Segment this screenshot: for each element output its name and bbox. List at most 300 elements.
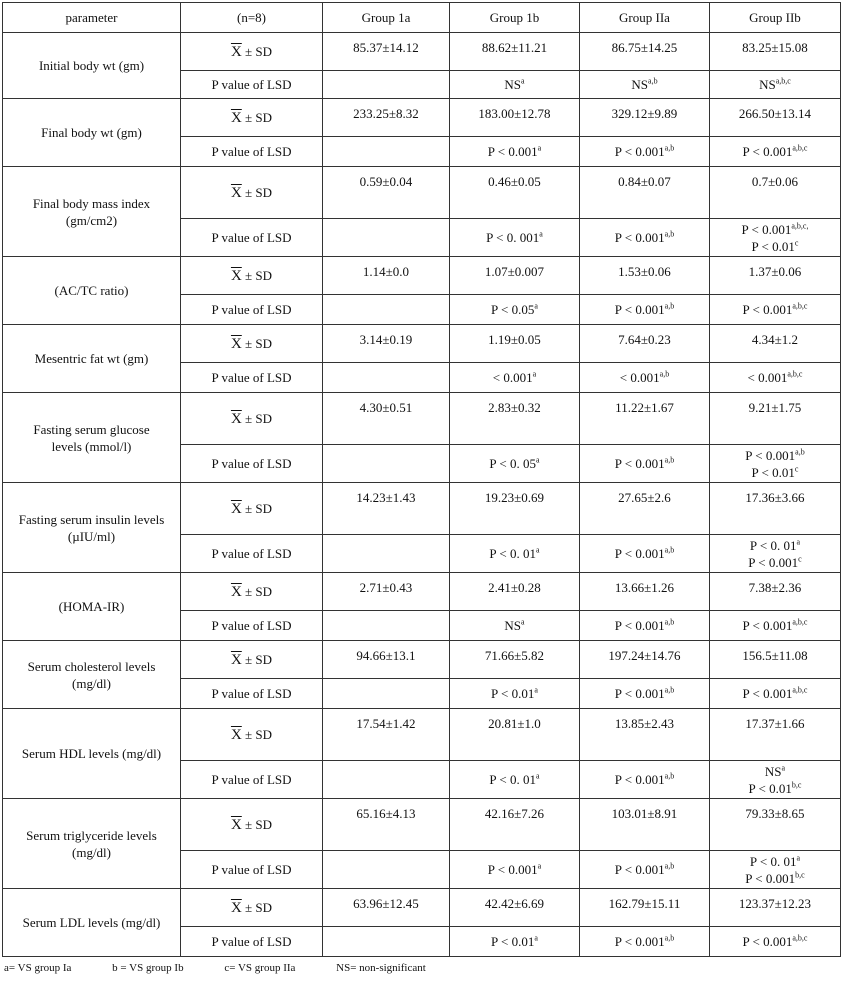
p-value-cell	[710, 679, 841, 709]
mean-value-cell: 329.12±9.89	[580, 99, 710, 137]
p-value-label: P value of LSD	[181, 363, 323, 393]
mean-value-cell: 13.85±2.43	[580, 709, 710, 761]
p-value-superscript: a	[796, 853, 801, 863]
header-group-1a: Group 1a	[323, 3, 450, 33]
p-value-line	[453, 545, 576, 562]
table-row-mean	[3, 709, 841, 761]
parameter-line: Mesentric fat wt (gm)	[34, 351, 149, 366]
footnote	[4, 962, 464, 974]
mean-value-cell: 42.16±7.26	[450, 799, 580, 851]
p-value-line	[583, 301, 706, 318]
p-value-line	[583, 617, 706, 634]
p-value-superscript: a	[796, 537, 801, 547]
p-value-text: < 0.001	[619, 370, 660, 385]
p-value-superscript: a,b,c	[775, 76, 791, 86]
x-bar-symbol: $\overline{X}$	[230, 899, 242, 916]
p-value-label: P value of LSD	[181, 71, 323, 99]
p-value-superscript: a,b	[664, 229, 675, 239]
x-bar-symbol: $\overline{X}$	[230, 583, 242, 600]
p-value-cell	[580, 927, 710, 957]
parameter-line: Fasting serum glucose	[33, 421, 150, 437]
mean-value-cell: 1.37±0.06	[710, 257, 841, 295]
p-value-cell	[323, 851, 450, 889]
mean-value-cell: 233.25±8.32	[323, 99, 450, 137]
p-value-text: P < 0. 01	[489, 546, 537, 561]
p-value-cell	[323, 363, 450, 393]
p-value-superscript: a	[534, 933, 538, 943]
parameter-line: Serum LDL levels (mg/dl)	[22, 915, 161, 930]
p-value-text: NS	[504, 618, 522, 633]
sd-suffix: ± SD	[245, 109, 273, 125]
p-value-superscript: a,b	[648, 76, 658, 86]
p-value-line	[583, 545, 706, 562]
results-table	[2, 2, 841, 957]
sd-suffix: ± SD	[245, 726, 273, 742]
mean-sd-label	[181, 573, 323, 611]
mean-value-cell: 1.14±0.0	[323, 257, 450, 295]
mean-value-cell: 0.59±0.04	[323, 167, 450, 219]
mean-sd-label	[181, 325, 323, 363]
mean-value-cell: 11.22±1.67	[580, 393, 710, 445]
sd-suffix: ± SD	[245, 651, 273, 667]
p-value-superscript: a	[521, 617, 525, 627]
mean-value-cell: 85.37±14.12	[323, 33, 450, 71]
p-value-text: P < 0.001	[614, 456, 665, 471]
p-value-cell	[580, 445, 710, 483]
mean-sd-label	[181, 99, 323, 137]
mean-value-cell: 4.34±1.2	[710, 325, 841, 363]
p-value-superscript: a	[521, 76, 525, 86]
p-value-text: P < 0.001	[614, 862, 665, 877]
x-bar-symbol: $\overline{X}$	[230, 500, 242, 517]
p-value-superscript: c	[794, 238, 799, 248]
sd-suffix: ± SD	[245, 43, 273, 59]
p-value-cell	[450, 611, 580, 641]
p-value-superscript: a,b,c	[792, 617, 808, 627]
p-value-cell	[710, 71, 841, 99]
mean-value-cell: 42.42±6.69	[450, 889, 580, 927]
mean-value-cell: 17.37±1.66	[710, 709, 841, 761]
footnote-c: c= VS group IIa	[224, 962, 296, 974]
mean-value-cell: 183.00±12.78	[450, 99, 580, 137]
parameter-line: levels (mmol/l)	[51, 438, 132, 454]
p-value-text: P < 0. 01	[749, 853, 797, 869]
p-value-line	[453, 455, 576, 472]
p-value-superscript: a,b,c	[787, 369, 803, 379]
p-value-line	[453, 301, 576, 318]
parameter-line: (mg/dl)	[72, 844, 111, 860]
p-value-cell	[450, 219, 580, 257]
p-value-text: P < 0.001	[742, 302, 793, 317]
p-value-cell	[710, 219, 841, 257]
p-value-superscript: b,c	[791, 780, 802, 790]
p-value-text: NS	[764, 763, 782, 779]
p-value-label: P value of LSD	[181, 927, 323, 957]
p-value-cell	[450, 851, 580, 889]
p-value-cell	[323, 445, 450, 483]
p-value-label: P value of LSD	[181, 295, 323, 325]
p-value-superscript: a,b,c	[792, 685, 808, 695]
mean-value-cell: 9.21±1.75	[710, 393, 841, 445]
x-bar-symbol: $\overline{X}$	[230, 726, 242, 743]
mean-value-cell: 7.64±0.23	[580, 325, 710, 363]
header-group-1b: Group 1b	[450, 3, 580, 33]
p-value-superscript: a	[781, 763, 786, 773]
p-value-line	[713, 221, 837, 238]
p-value-line	[583, 933, 706, 950]
parameter-cell	[3, 257, 181, 325]
p-value-text: P < 0.001	[742, 144, 793, 159]
x-bar-symbol: $\overline{X}$	[230, 267, 242, 284]
p-value-text: P < 0.001	[742, 618, 793, 633]
p-value-cell	[323, 137, 450, 167]
parameter-cell	[3, 709, 181, 799]
p-value-superscript: a	[534, 685, 538, 695]
p-value-cell	[323, 611, 450, 641]
p-value-line	[453, 861, 576, 878]
p-value-cell	[580, 295, 710, 325]
table-row-mean	[3, 167, 841, 219]
footnote-ns: NS= non-significant	[336, 962, 426, 974]
mean-value-cell: 63.96±12.45	[323, 889, 450, 927]
p-value-text: P < 0.001	[748, 554, 799, 570]
p-value-line	[453, 617, 576, 634]
p-value-text: NS	[759, 77, 776, 92]
table-row-mean	[3, 393, 841, 445]
p-value-superscript: a,b	[664, 861, 675, 871]
mean-sd-label	[181, 257, 323, 295]
p-value-text: P < 0.001	[614, 772, 665, 787]
p-value-cell	[450, 761, 580, 799]
mean-value-cell: 17.54±1.42	[323, 709, 450, 761]
mean-value-cell: 2.41±0.28	[450, 573, 580, 611]
p-value-line	[713, 554, 837, 571]
mean-value-cell: 0.84±0.07	[580, 167, 710, 219]
p-value-text: P < 0. 05	[489, 456, 537, 471]
p-value-cell	[450, 535, 580, 573]
parameter-line: Serum cholesterol levels	[27, 658, 156, 674]
p-value-superscript: c	[798, 554, 802, 564]
p-value-line	[583, 76, 706, 93]
p-value-cell	[323, 535, 450, 573]
parameter-cell	[3, 33, 181, 99]
p-value-text: P < 0.001	[614, 618, 665, 633]
p-value-label: P value of LSD	[181, 679, 323, 709]
p-value-text: P < 0.01	[491, 934, 535, 949]
mean-value-cell: 65.16±4.13	[323, 799, 450, 851]
p-value-superscript: a,b	[664, 617, 675, 627]
p-value-line	[583, 685, 706, 702]
p-value-superscript: a	[534, 301, 538, 311]
parameter-cell	[3, 167, 181, 257]
parameter-line: (HOMA-IR)	[58, 599, 125, 614]
p-value-cell	[323, 71, 450, 99]
mean-value-cell: 197.24±14.76	[580, 641, 710, 679]
p-value-line	[453, 369, 576, 386]
parameter-cell	[3, 889, 181, 957]
p-value-superscript: a,b	[795, 447, 805, 457]
p-value-text: P < 0.001	[742, 686, 793, 701]
p-value-cell	[580, 363, 710, 393]
p-value-cell	[710, 927, 841, 957]
p-value-text: P < 0.001	[741, 221, 792, 237]
p-value-label: P value of LSD	[181, 219, 323, 257]
p-value-text: P < 0.001	[614, 230, 665, 245]
p-value-superscript: a,b,c	[792, 143, 808, 153]
p-value-text: P < 0.001	[614, 302, 665, 317]
p-value-superscript: a	[536, 771, 540, 781]
parameter-line: (mg/dl)	[72, 675, 111, 691]
x-bar-symbol: $\overline{X}$	[230, 651, 242, 668]
p-value-line	[713, 870, 837, 887]
p-value-line	[583, 771, 706, 788]
sd-suffix: ± SD	[245, 184, 273, 200]
p-value-cell	[580, 137, 710, 167]
p-value-text: P < 0.001	[487, 144, 538, 159]
p-value-cell	[710, 611, 841, 641]
p-value-cell	[450, 71, 580, 99]
table-row-mean	[3, 573, 841, 611]
mean-value-cell: 83.25±15.08	[710, 33, 841, 71]
parameter-cell	[3, 641, 181, 709]
p-value-cell	[580, 761, 710, 799]
x-bar-symbol: $\overline{X}$	[230, 410, 242, 427]
p-value-label: P value of LSD	[181, 445, 323, 483]
header-parameter: parameter	[3, 3, 181, 33]
p-value-cell	[710, 535, 841, 573]
mean-value-cell: 0.7±0.06	[710, 167, 841, 219]
p-value-cell	[323, 295, 450, 325]
p-value-line	[453, 933, 576, 950]
p-value-text: P < 0.001	[742, 934, 793, 949]
parameter-line: (µIU/ml)	[67, 528, 116, 544]
x-bar-symbol: $\overline{X}$	[230, 109, 242, 126]
mean-sd-label	[181, 393, 323, 445]
mean-value-cell: 71.66±5.82	[450, 641, 580, 679]
p-value-cell	[580, 611, 710, 641]
header-group-2b: Group IIb	[710, 3, 841, 33]
p-value-line	[453, 685, 576, 702]
parameter-line: Serum HDL levels (mg/dl)	[21, 746, 162, 761]
p-value-label: P value of LSD	[181, 137, 323, 167]
mean-value-cell: 20.81±1.0	[450, 709, 580, 761]
table-row-mean	[3, 99, 841, 137]
p-value-superscript: a,b	[664, 301, 675, 311]
p-value-cell	[580, 679, 710, 709]
p-value-superscript: a,b	[664, 143, 675, 153]
p-value-text: P < 0.01	[491, 686, 535, 701]
header-n: (n=8)	[181, 3, 323, 33]
p-value-line	[713, 853, 837, 870]
p-value-line	[713, 369, 837, 386]
mean-value-cell: 103.01±8.91	[580, 799, 710, 851]
p-value-cell	[580, 535, 710, 573]
mean-value-cell: 266.50±13.14	[710, 99, 841, 137]
p-value-text: P < 0. 001	[486, 230, 540, 245]
p-value-line	[713, 238, 837, 255]
p-value-text: P < 0.001	[614, 546, 665, 561]
mean-sd-label	[181, 799, 323, 851]
p-value-text: P < 0.001	[614, 686, 665, 701]
p-value-cell	[323, 761, 450, 799]
parameter-line: Serum triglyceride levels	[26, 827, 157, 843]
p-value-superscript: a	[536, 545, 540, 555]
parameter-cell	[3, 573, 181, 641]
mean-value-cell: 1.53±0.06	[580, 257, 710, 295]
p-value-cell	[450, 295, 580, 325]
p-value-cell	[580, 219, 710, 257]
mean-value-cell: 19.23±0.69	[450, 483, 580, 535]
table-row-mean	[3, 325, 841, 363]
mean-value-cell: 94.66±13.1	[323, 641, 450, 679]
p-value-line	[453, 76, 576, 93]
p-value-line	[583, 369, 706, 386]
p-value-text: P < 0. 01	[749, 537, 797, 553]
mean-value-cell: 27.65±2.6	[580, 483, 710, 535]
parameter-cell	[3, 393, 181, 483]
p-value-text: P < 0.001	[487, 862, 538, 877]
p-value-label: P value of LSD	[181, 535, 323, 573]
table-row-mean	[3, 641, 841, 679]
parameter-line: Final body wt (gm)	[41, 125, 142, 140]
p-value-text: P < 0.001	[614, 144, 665, 159]
mean-value-cell: 156.5±11.08	[710, 641, 841, 679]
p-value-text: P < 0.01	[748, 780, 792, 796]
p-value-line	[713, 464, 837, 481]
p-value-text: < 0.001	[492, 370, 533, 385]
mean-value-cell: 88.62±11.21	[450, 33, 580, 71]
p-value-line	[583, 143, 706, 160]
parameter-line: (gm/cm2)	[65, 212, 118, 228]
p-value-line	[713, 933, 837, 950]
footnote-a: a= VS group Ia	[4, 962, 72, 974]
mean-value-cell: 2.71±0.43	[323, 573, 450, 611]
parameter-cell	[3, 99, 181, 167]
p-value-cell	[450, 927, 580, 957]
mean-value-cell: 123.37±12.23	[710, 889, 841, 927]
footnote-b: b = VS group Ib	[112, 962, 184, 974]
p-value-superscript: a,b	[664, 455, 675, 465]
p-value-line	[713, 447, 837, 464]
results-table-container	[2, 2, 841, 957]
p-value-line	[453, 229, 576, 246]
p-value-line	[713, 780, 837, 797]
mean-value-cell: 13.66±1.26	[580, 573, 710, 611]
p-value-superscript: a	[537, 143, 542, 153]
p-value-text: P < 0. 01	[489, 772, 537, 787]
p-value-cell	[450, 679, 580, 709]
sd-suffix: ± SD	[245, 899, 273, 915]
mean-sd-label	[181, 33, 323, 71]
p-value-cell	[710, 363, 841, 393]
parameter-cell	[3, 799, 181, 889]
p-value-line	[713, 143, 837, 160]
p-value-cell	[710, 295, 841, 325]
parameter-line: Fasting serum insulin levels	[18, 511, 165, 527]
table-row-mean	[3, 483, 841, 535]
results-table-body	[3, 3, 841, 957]
p-value-text: P < 0.05	[491, 302, 535, 317]
p-value-cell	[323, 927, 450, 957]
p-value-label: P value of LSD	[181, 611, 323, 641]
mean-value-cell: 2.83±0.32	[450, 393, 580, 445]
sd-suffix: ± SD	[245, 335, 273, 351]
mean-value-cell: 1.07±0.007	[450, 257, 580, 295]
p-value-line	[453, 143, 576, 160]
mean-value-cell: 0.46±0.05	[450, 167, 580, 219]
p-value-line	[713, 76, 837, 93]
mean-value-cell: 17.36±3.66	[710, 483, 841, 535]
p-value-line	[583, 229, 706, 246]
sd-suffix: ± SD	[245, 816, 273, 832]
p-value-cell	[580, 71, 710, 99]
p-value-cell	[710, 851, 841, 889]
x-bar-symbol: $\overline{X}$	[230, 816, 242, 833]
p-value-line	[583, 455, 706, 472]
mean-sd-label	[181, 889, 323, 927]
mean-value-cell: 3.14±0.19	[323, 325, 450, 363]
p-value-line	[713, 763, 837, 780]
parameter-line: Final body mass index	[32, 195, 151, 211]
p-value-cell	[323, 679, 450, 709]
p-value-text: NS	[631, 77, 649, 92]
p-value-text: NS	[504, 77, 522, 92]
sd-suffix: ± SD	[245, 410, 273, 426]
mean-value-cell: 7.38±2.36	[710, 573, 841, 611]
p-value-text: P < 0.001	[745, 447, 796, 463]
table-row-mean	[3, 33, 841, 71]
p-value-superscript: a,b	[664, 545, 675, 555]
p-value-cell	[450, 445, 580, 483]
p-value-superscript: a,b	[664, 771, 675, 781]
header-row	[3, 3, 841, 33]
table-row-mean	[3, 799, 841, 851]
x-bar-symbol: $\overline{X}$	[230, 184, 242, 201]
p-value-superscript: a,b,c	[792, 301, 808, 311]
parameter-cell	[3, 325, 181, 393]
x-bar-symbol: $\overline{X}$	[230, 43, 242, 60]
p-value-label: P value of LSD	[181, 761, 323, 799]
p-value-superscript: a,b	[659, 369, 670, 379]
p-value-text: P < 0.01	[751, 464, 795, 480]
p-value-superscript: a,b	[664, 933, 675, 943]
p-value-text: P < 0.001	[745, 870, 796, 886]
p-value-superscript: a	[537, 861, 542, 871]
p-value-superscript: a,b,c,	[791, 221, 809, 231]
p-value-superscript: a,b,c	[792, 933, 808, 943]
table-row-mean	[3, 257, 841, 295]
p-value-line	[713, 617, 837, 634]
p-value-line	[453, 771, 576, 788]
p-value-line	[713, 685, 837, 702]
p-value-line	[713, 301, 837, 318]
sd-suffix: ± SD	[245, 500, 273, 516]
p-value-text: < 0.001	[747, 370, 788, 385]
p-value-superscript: b,c	[795, 870, 805, 880]
p-value-cell	[450, 137, 580, 167]
table-row-mean	[3, 889, 841, 927]
mean-value-cell: 14.23±1.43	[323, 483, 450, 535]
mean-value-cell: 162.79±15.11	[580, 889, 710, 927]
mean-sd-label	[181, 641, 323, 679]
mean-value-cell: 4.30±0.51	[323, 393, 450, 445]
p-value-superscript: a	[539, 229, 543, 239]
p-value-text: P < 0.01	[751, 238, 795, 254]
parameter-line: (AC/TC ratio)	[54, 283, 129, 298]
p-value-text: P < 0.001	[614, 934, 665, 949]
p-value-cell	[580, 851, 710, 889]
p-value-cell	[323, 219, 450, 257]
